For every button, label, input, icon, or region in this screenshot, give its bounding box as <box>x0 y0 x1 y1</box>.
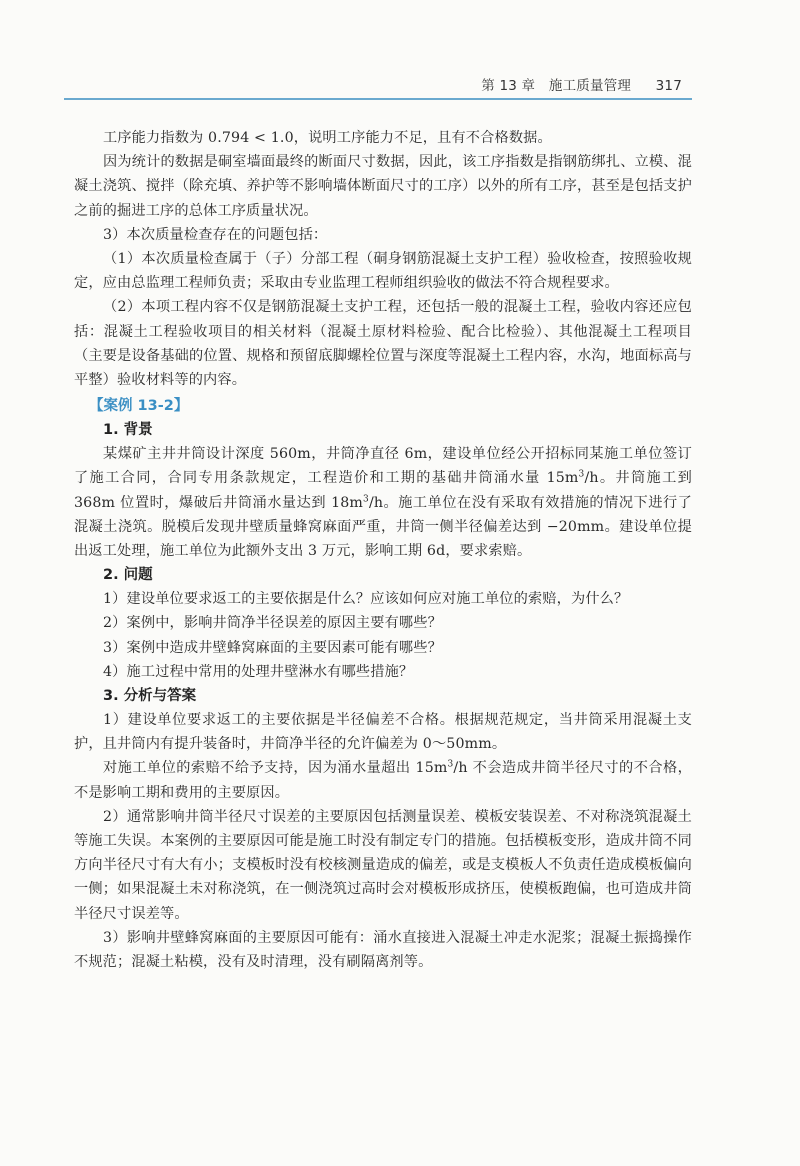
background-paragraph <box>74 442 692 563</box>
paragraph: 工序能力指数为 0.794 < 1.0，说明工序能力不足，且有不合格数据。 <box>103 130 552 146</box>
section-title-answers: 3. 分析与答案 <box>103 688 197 705</box>
page-header <box>64 74 694 98</box>
answer-text-b: /h 不会造成井筒半径尺寸的不合格，不是影响工期和费用的主要原因。 <box>74 760 692 801</box>
paragraph: 因为统计的数据是硐室墙面最终的断面尺寸数据，因此，该工序指数是指钢筋绑扎、立模、混凝土浇筑、搅拌（除充填、养护等不影响墙体断面尺寸的工序）以外的所有工序，甚至是包括支护之前的掘进工序的总体工序质量状况。 <box>74 154 692 219</box>
section-title-questions: 2. 问题 <box>103 567 153 584</box>
paragraph: （1）本次质量检查属于（子）分部工程（硐身钢筋混凝土支护工程）验收检查，按照验收规定，应由总监理工程师负责；采取由专业监理工程师组织验收的做法不符合规程要求。 <box>74 251 692 292</box>
header-rule <box>64 98 692 100</box>
superscript: 3 <box>578 469 585 480</box>
answer-paragraph: 2）通常影响井筒半径尺寸误差的主要原因包括测量误差、模板安装误差、不对称浇筑混凝土等施工失误。本案例的主要原因可能是施工时没有制定专门的措施。包括模板变形，造成井筒不同方向半径尺寸有大有小；支模板时没有校核测量造成的偏差，或是支模板人不负责任造成模板偏向一侧；如果混凝土未对称浇筑，在一侧浇筑过高时会对模板形成挤压，使模板跑偏，也可造成井筒半径尺寸误差等。 <box>74 808 692 922</box>
answer-paragraph: 3）影响井壁蜂窝麻面的主要原因可能有：涌水直接进入混凝土冲走水泥浆；混凝土振捣操作不规范；混凝土粘模，没有及时清理，没有刷隔离剂等。 <box>74 929 692 971</box>
question-item: 4）施工过程中常用的处理井壁淋水有哪些措施？ <box>103 663 414 680</box>
background-text-b: /h。井筒施工到 368m 位置时，爆破后井筒涌水量达到 18m <box>74 470 692 511</box>
chapter-title: 第 13 章 施工质量管理 <box>481 78 632 94</box>
answer-paragraph: 1）建设单位要求返工的主要依据是半径偏差不合格。根据规范规定，当井筒采用混凝土支护，且井筒内有提升装备时，井筒净半径的允许偏差为 0～50mm。 <box>74 712 692 753</box>
background-text-c: /h。施工单位在没有采取有效措施的情况下进行了混凝土浇筑。脱模后发现井壁质量蜂窝麻面严重，井筒一侧半径偏差达到 −20mm。建设单位提出返工处理，施工单位为此额外支出 3 万元，影响工期 6d，要求索赔。 <box>74 494 692 560</box>
paragraph: 3）本次质量检查存在的问题包括： <box>103 226 328 243</box>
background-text-a: 某煤矿主井井筒设计深度 560m，井筒净直径 6m，建设单位经公开招标同某施工单位签订了施工合同，合同专用条款规定，工程造价和工期的基础井筒涌水量 15m <box>74 446 692 487</box>
question-item: 2）案例中，影响井筒净半径误差的原因主要有哪些？ <box>103 615 442 632</box>
header-text <box>481 74 682 94</box>
superscript: 3 <box>447 759 454 770</box>
case-title: 【案例 13-2】 <box>89 398 189 415</box>
paragraph: （2）本项工程内容不仅是钢筋混凝土支护工程，还包括一般的混凝土工程，验收内容还应包括：混凝土工程验收项目的相关材料（混凝土原材料检验、配合比检验）、其他混凝土工程项目（主要是设备基础的位置、规格和预留底脚螺栓位置与深度等混凝土工程内容，水沟，地面标高与平整）验收材料等的内容。 <box>74 299 692 389</box>
answer-paragraph <box>74 756 692 804</box>
section-title-background: 1. 背景 <box>103 422 153 439</box>
superscript: 3 <box>363 493 369 504</box>
page-number: 317 <box>655 78 682 94</box>
question-item: 1）建设单位要求返工的主要依据是什么？应该如何应对施工单位的索赔，为什么？ <box>103 591 629 608</box>
body-content <box>74 126 692 974</box>
question-item: 3）案例中造成井壁蜂窝麻面的主要因素可能有哪些？ <box>103 639 442 656</box>
answer-text-a: 对施工单位的索赔不给予支持，因为涌水量超出 15m <box>103 760 448 777</box>
